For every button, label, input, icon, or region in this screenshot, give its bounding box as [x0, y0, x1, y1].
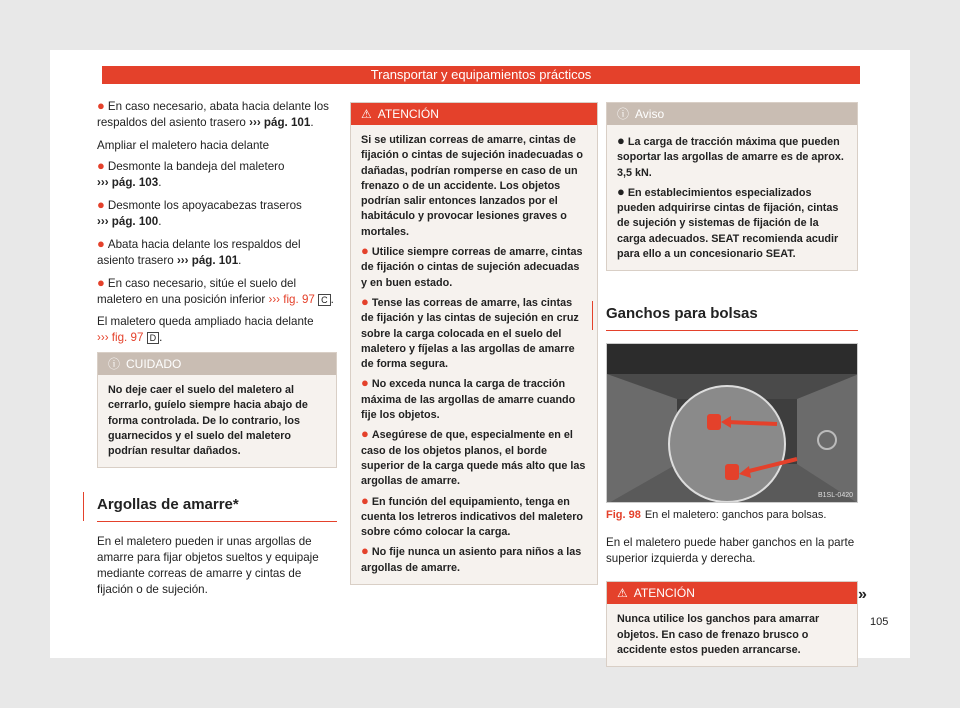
paragraph: En el maletero pueden ir unas argollas de amarre para fijar objetos sueltos y equipaje mediante correas de amarre y cintas de fijación o de sujeción.: [97, 535, 319, 597]
trunk-hooks-figure: [606, 343, 858, 503]
bullet-dot-icon: ●: [361, 293, 369, 309]
list-item: ● Abata hacia delante los respaldos del asiento trasero ››› pág. 101.: [97, 236, 301, 267]
bullet-dot-icon: ●: [97, 158, 105, 173]
bullet-dot-icon: ●: [97, 236, 105, 251]
warning-box: [350, 102, 598, 585]
bullet-dot-icon: ●: [361, 243, 369, 259]
column-2: [350, 102, 598, 585]
bullet-dot-icon: ●: [361, 375, 369, 391]
bullet-dot-icon: ●: [97, 275, 105, 290]
figure-tag: D: [147, 332, 160, 344]
page-reference[interactable]: ››› pág. 101: [249, 116, 311, 129]
bullet-dot-icon: ●: [97, 98, 105, 113]
info-square-icon: ⓘ: [617, 107, 630, 121]
warning-header: ⚠ ATENCIÓN: [607, 582, 857, 604]
list-item: ● En establecimientos especializados pueden adquirirse cintas de fijación, cintas de sujeción y sistemas de fijación de la carga adecuados. SEAT recomienda acudir para ello a un concesionario SEAT.: [617, 183, 839, 261]
bullet-dot-icon: ●: [617, 133, 625, 148]
info-circle-icon: ⓘ: [108, 357, 121, 371]
warning-triangle-icon: ⚠: [617, 586, 628, 601]
list-item: ● Asegúrese de que, especialmente en el caso de los objetos planos, el borde superior de la carga quede más alto que las argollas de amarre.: [361, 426, 586, 488]
caution-header: ⓘ CUIDADO: [98, 353, 336, 375]
page-reference[interactable]: ››› pág. 101: [176, 254, 239, 267]
note-body: [607, 125, 857, 270]
bullet-dot-icon: ●: [361, 492, 369, 508]
list-item: ● Tense las correas de amarre, las cintas de fijación y las cintas de sujeción en cruz sobre la carga colocada en el suelo del maletero y fíjelas a las argollas de amarre de forma segura.: [361, 293, 579, 371]
continue-mark: »: [858, 586, 867, 603]
warning-triangle-icon: ⚠: [361, 107, 372, 121]
list-item: ● Utilice siempre correas de amarre, cintas de fijación o cintas de sujeción adecuadas y en buen estado.: [361, 243, 583, 289]
bullet-dot-icon: ●: [617, 183, 625, 199]
figure-label: Fig. 98: [606, 509, 641, 522]
list-item: ● La carga de tracción máxima que pueden soportar las argollas de amarre es de aprox. 3,5 kN.: [617, 133, 844, 179]
paragraph: El maletero queda ampliado hacia delante ››› fig. 97 D .: [97, 315, 314, 344]
column-3: [606, 102, 858, 667]
figure-caption: Fig. 98 En el maletero: ganchos para bolsas.: [606, 509, 827, 522]
figure-reference[interactable]: ››› fig. 97: [97, 331, 144, 344]
figure-tag: C: [318, 294, 331, 306]
subheading: Ampliar el maletero hacia delante: [97, 139, 270, 152]
list-item: ● No fije nunca un asiento para niños a las argollas de amarre.: [361, 543, 582, 574]
manual-page: [50, 50, 910, 658]
caution-text: No deje caer el suelo del maletero al cerrarlo, guíelo siempre hacia abajo de forma controlada. De lo contrario, los guarnecidos y el suelo del maletero podrían resultar dañados.: [108, 384, 308, 458]
page-reference[interactable]: ››› pág. 100: [97, 215, 159, 228]
bullet-dot-icon: ●: [361, 426, 369, 442]
list-item: ● Desmonte la bandeja del maletero ››› pág. 103.: [97, 158, 285, 189]
paragraph: En el maletero puede haber ganchos en la parte superior izquierda y derecha.: [606, 536, 855, 566]
warning-header: ⚠ ATENCIÓN: [351, 103, 597, 125]
section-title: Argollas de amarre*: [97, 492, 337, 522]
trunk-illustration: [607, 344, 858, 503]
warning-body: [351, 125, 597, 584]
warning-intro: Si se utilizan correas de amarre, cintas de fijación o cintas de sujeción inadecuadas o dañadas, podrían romperse en caso de un frenazo o de un accidente. Los objetos podrían salir entonces lanzados por el habitáculo y provocar lesiones graves o mortales.: [361, 134, 583, 238]
list-item: ● En caso necesario, abata hacia delante los respaldos del asiento trasero ››› pág. 101.: [97, 98, 329, 129]
bullet-dot-icon: ●: [97, 197, 105, 212]
list-item: ● No exceda nunca la carga de tracción máxima de las argollas de amarre cuando fije los objetos.: [361, 375, 576, 422]
figure-reference[interactable]: ››› fig. 97: [268, 293, 315, 306]
list-item: ● Desmonte los apoyacabezas traseros ››› pág. 100.: [97, 197, 302, 228]
caution-box: [97, 352, 337, 468]
page-number: 105: [870, 616, 889, 628]
figure-code: B1SL-0420: [817, 492, 853, 500]
section-title: Ganchos para bolsas: [606, 301, 858, 331]
warning-text: Nunca utilice los ganchos para amarrar objetos. En caso de frenazo brusco o accidente estos pueden arrancarse.: [617, 613, 820, 656]
list-item: ● En caso necesario, sitúe el suelo del maletero en una posición inferior ››› fig. 97 C .: [97, 275, 334, 306]
column-1: [97, 98, 337, 604]
page-reference[interactable]: ››› pág. 103: [97, 176, 159, 189]
warning-box: [606, 581, 858, 667]
page-header: Transportar y equipamientos prácticos: [102, 66, 860, 84]
bullet-dot-icon: ●: [361, 543, 369, 559]
note-box: [606, 102, 858, 271]
list-item: ● En función del equipamiento, tenga en cuenta los letreros indicativos del maletero sobre cómo colocar la carga.: [361, 492, 584, 539]
note-header: ⓘ Aviso: [607, 103, 857, 125]
